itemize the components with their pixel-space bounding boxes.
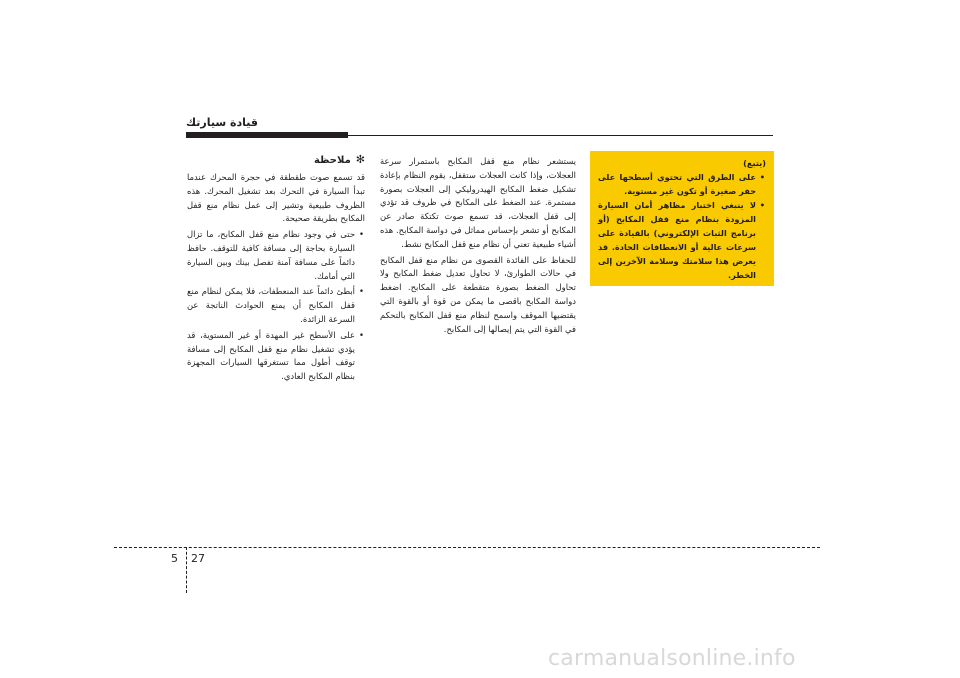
header-rule <box>186 135 773 136</box>
note-bullet: • أبطئ دائماً عند المنعطفات، فلا يمكن لنظام منع قفل المكابح أن يمنع الحوادث الناتجة عن السرعة الزائدة. <box>187 285 355 326</box>
body-column <box>380 155 576 336</box>
page-number: 27 <box>191 552 205 565</box>
note-title: ملاحظة <box>313 155 351 166</box>
footer-rule <box>114 547 820 548</box>
caution-list <box>598 170 766 282</box>
caution-item: • على الطرق التي تحتوي أسطحها على حفر صغيرة أو تكون غير مستوية. <box>598 170 756 198</box>
note-column <box>187 152 365 386</box>
section-title: قيادة سيارتك <box>186 116 258 129</box>
caution-box <box>590 151 774 286</box>
footer-divider <box>186 547 187 593</box>
note-bullet-list <box>187 228 365 384</box>
caution-item: • لا ينبغي اختبار مظاهر أمان السيارة المزودة بنظام منع قفل المكابح (أو برنامج الثبات الإلكتروني) بالقيادة على سرعات عالية أو الانعطافات الحادة. قد يعرض هذا سلامتك وسلامة الآخرين إلى الخطر. <box>598 198 756 282</box>
watermark-text: carmanualsonline.info <box>548 646 796 671</box>
note-intro: قد تسمع صوت طقطقة في حجرة المحرك عندما تبدأ السيارة في التحرك بعد تشغيل المحرك. هذه الظروف طبيعية وتشير إلى عمل نظام منع قفل المكابح بطريقة صحيحة. <box>187 172 365 224</box>
body-paragraph: يستشعر نظام منع قفل المكابح باستمرار سرعة العجلات، وإذا كانت العجلات ستقفل، يقوم النظام بإعادة تشكيل ضغط المكابح الهيدروليكي إلى العجلات بصورة مستمرة. عند الضغط على المكابح في ظروف قد تؤدي إلى قفل العجلات، قد تسمع صوت تكتكة صادر عن المكابح أو تشعر بإحساس مماثل في دواسة المكابح. هذه أشياء طبيعية تعني أن نظام منع قفل المكابح نشط. <box>380 156 576 249</box>
note-star-icon: ✻ <box>355 153 365 166</box>
chapter-number: 5 <box>171 552 178 565</box>
note-bullet: • على الأسطح غير المهدة أو غير المستوية، قد يؤدي تشغيل نظام منع قفل المكابح إلى مسافة توقف أطول مما تستغرقها السيارات المجهزة بنظام المكابح العادي. <box>187 329 355 384</box>
caution-title: (يتبع) <box>743 158 766 168</box>
note-heading <box>187 152 365 169</box>
body-paragraph: للحفاظ على الفائدة القصوى من نظام منع قفل المكابح في حالات الطوارئ، لا تحاول تعديل ضغط المكابح ولا تحاول الضغط بصورة متقطعة على المكابح. اضغط دواسة المكابح باقصى ما يمكن من قوة أو بالقوة التي يقتضيها الموقف واسمح لنظام منع قفل المكابح بالتحكم في القوة التي يتم إيصالها إلى المكابح. <box>380 254 576 334</box>
note-bullet: • حتى في وجود نظام منع قفل المكابح، ما تزال السيارة بحاجة إلى مسافة كافية للتوقف. حافظ دائماً على مسافة آمنة تفصل بينك وبين السيارة التي أمامك. <box>187 228 355 283</box>
